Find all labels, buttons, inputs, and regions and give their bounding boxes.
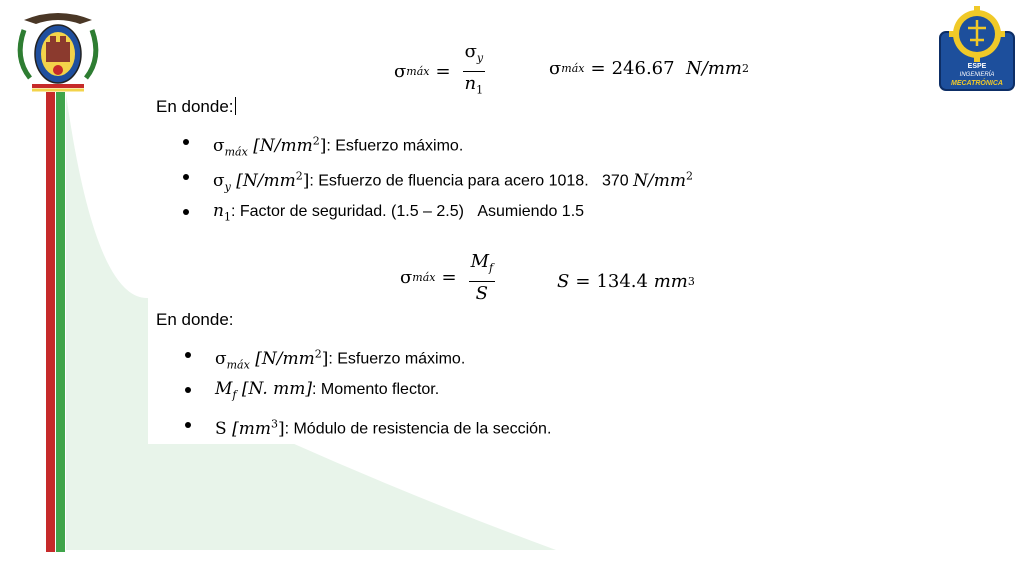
list-item: $M_f$ [N. mm]: Momento flector. [185, 377, 551, 412]
heading-en-donde-1: En donde: [156, 97, 234, 116]
university-coat-of-arms-icon [10, 8, 106, 96]
espe-logo-line2: INGENIERÍA [959, 72, 995, 78]
list-item: $\sigma_{máx}$ $[N/mm^2]$: Esfuerzo máximo. [185, 342, 551, 377]
list-item: S $[mm^3]$: Módulo de resistencia de la sección. [185, 412, 551, 447]
espe-logo-line3: MECATRÓNICA [951, 80, 1003, 87]
red-stripe [46, 92, 55, 552]
list-item: $\sigma_y$ $[N/mm^2]$: Esfuerzo de fluencia para acero 1018. 370 $N/mm^2$ [183, 164, 693, 199]
espe-logo-line1: ESPE [967, 63, 987, 70]
espe-mecatronica-gear-logo-icon [938, 6, 1016, 94]
green-stripe [56, 92, 65, 552]
text-caret [235, 97, 236, 115]
definitions-list-2 [185, 342, 551, 447]
definitions-list-1 [183, 129, 693, 234]
list-item: $n_1$: Factor de seguridad. (1.5 – 2.5) Asumiendo 1.5 [183, 199, 693, 234]
formula-section-modulus-value: S = 134.4 mm 3 [557, 271, 695, 292]
formula-sigma-max-value: σ máx = 246.67 N/mm 2 [549, 58, 749, 79]
list-item: $\sigma_{máx}$ $[N/mm^2]$: Esfuerzo máximo. [183, 129, 693, 164]
formula-sigma-max-moment: σ máx = $\frac{M_f}{S}$ [400, 251, 494, 304]
heading-en-donde-2: En donde: [156, 310, 234, 329]
formula-sigma-max-ratio: σ máx = $\frac{\sigma_y}{n_1}$ [394, 41, 484, 97]
